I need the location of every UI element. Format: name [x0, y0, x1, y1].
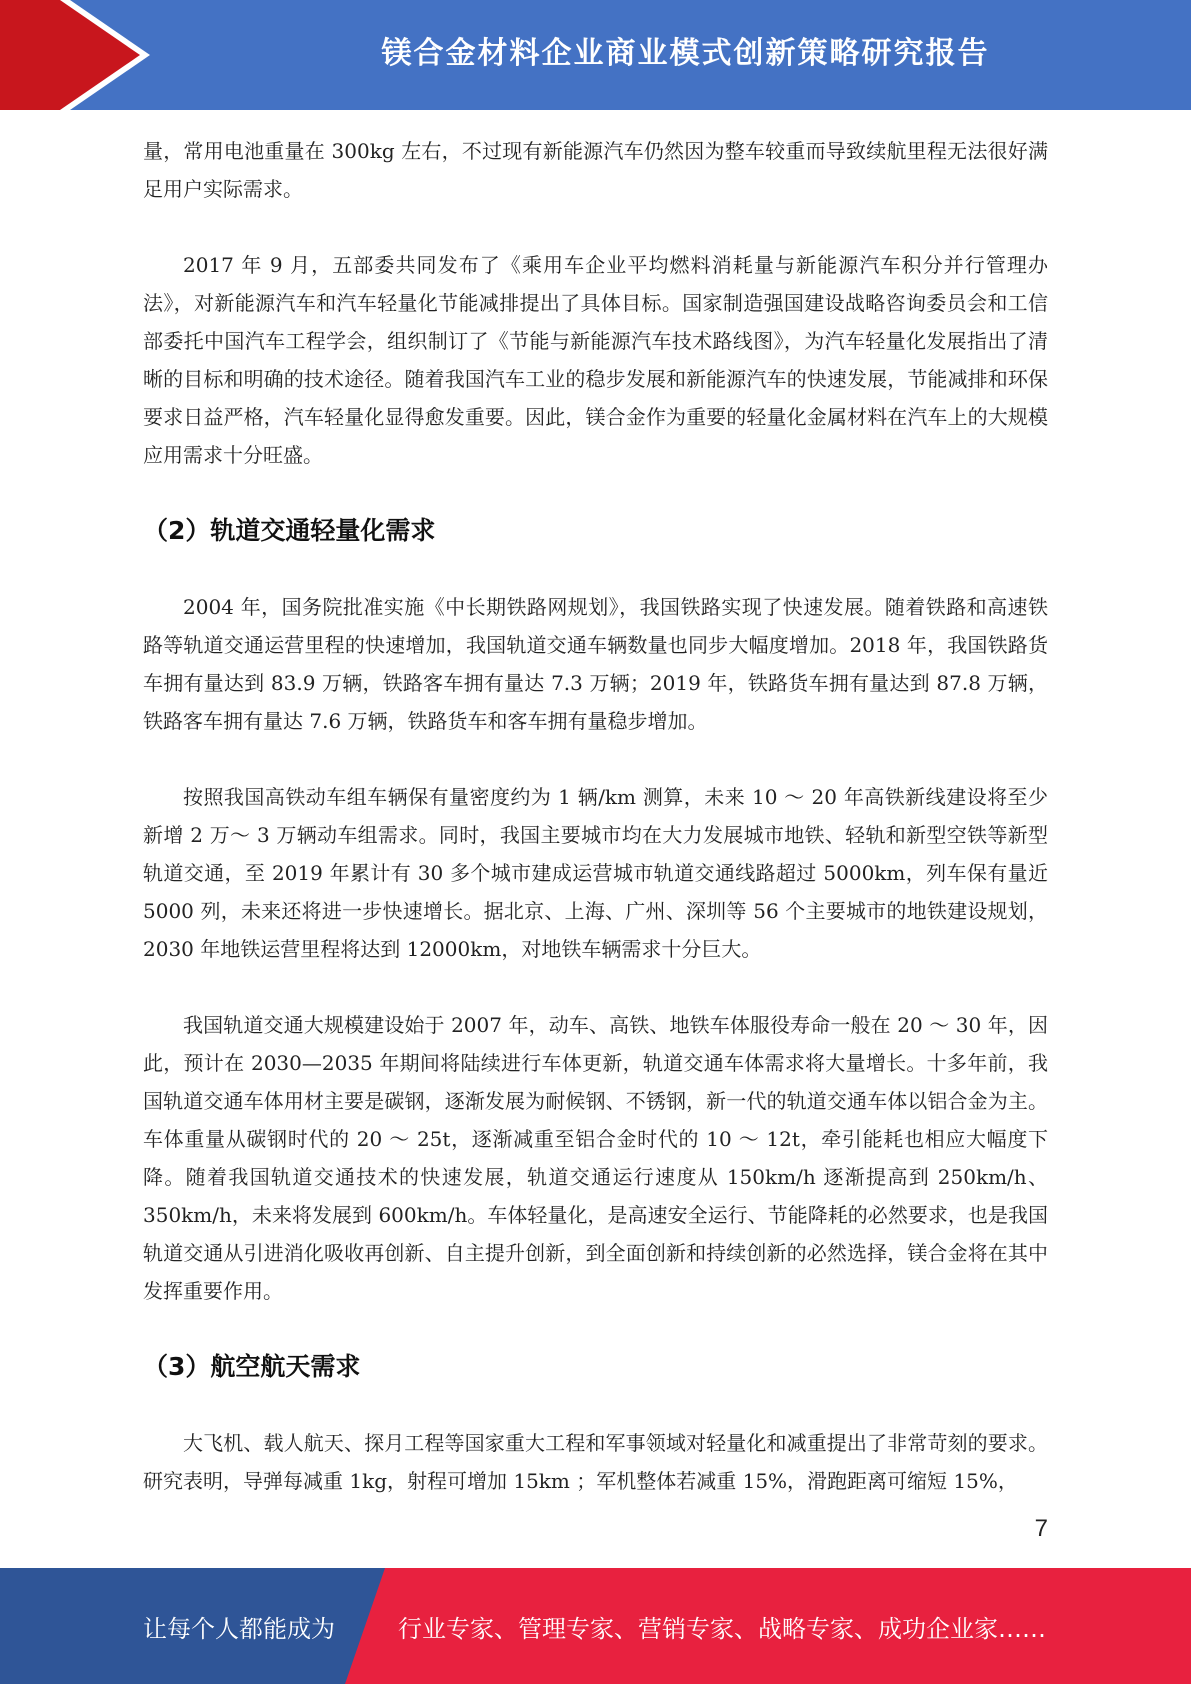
section-heading-aerospace: （3）航空航天需求: [143, 1352, 361, 1381]
page-footer: [0, 1568, 1191, 1684]
paragraph-6: 大飞机、载人航天、探月工程等国家重大工程和军事领域对轻量化和减重提出了非常苛刻的要求。研究表明，导弹每减重 1kg，射程可增加 15km ；军机整体若减重 15%，滑跑距离可缩短 15%，: [143, 1431, 1048, 1493]
page-header: [0, 0, 1191, 110]
paragraph-1: 量，常用电池重量在 300kg 左右，不过现有新能源汽车仍然因为整车较重而导致续航里程无法很好满足用户实际需求。: [143, 139, 1048, 201]
paragraph-3: 2004 年，国务院批准实施《中长期铁路网规划》，我国铁路实现了快速发展。随着铁路和高速铁路等轨道交通运营里程的快速增加，我国轨道交通车辆数量也同步大幅度增加。2018 年，我国铁路货车拥有量达到 83.9 万辆，铁路客车拥有量达 7.3 万辆；2019 年，铁路货车拥有量达到 87.8 万辆，铁路客车拥有量达 7.6 万辆，铁路货车和客车拥有量稳步增加。: [143, 595, 1048, 733]
section-heading-rail: （2）轨道交通轻量化需求: [143, 516, 436, 545]
paragraph-5: 我国轨道交通大规模建设始于 2007 年，动车、高铁、地铁车体服役寿命一般在 20 ～ 30 年，因此，预计在 2030—2035 年期间将陆续进行车体更新，轨道交通车体需求将大量增长。十多年前，我国轨道交通车体用材主要是碳钢，逐渐发展为耐候钢、不锈钢，新一代的轨道交通车体以铝合金为主。车体重量从碳钢时代的 20 ～ 25t，逐渐减重至铝合金时代的 10 ～ 12t，牵引能耗也相应大幅度下降。随着我国轨道交通技术的快速发展，轨道交通运行速度从 150km/h 逐渐提高到 250km/h、350km/h，未来将发展到 600km/h。车体轻量化，是高速安全运行、节能降耗的必然要求，也是我国轨道交通从引进消化吸收再创新、自主提升创新，到全面创新和持续创新的必然选择，镁合金将在其中发挥重要作用。: [143, 1013, 1048, 1303]
page-content: [143, 132, 1048, 1500]
paragraph-4: 按照我国高铁动车组车辆保有量密度约为 1 辆/km 测算，未来 10 ～ 20 年高铁新线建设将至少新增 2 万～ 3 万辆动车组需求。同时，我国主要城市均在大力发展城市地铁、轻轨和新型空铁等新型轨道交通，至 2019 年累计有 30 多个城市建成运营城市轨道交通线路超过 5000km，列车保有量近 5000 列，未来还将进一步快速增长。据北京、上海、广州、深圳等 56 个主要城市的地铁建设规划，2030 年地铁运营里程将达到 12000km，对地铁车辆需求十分巨大。: [143, 785, 1048, 961]
footer-slogan-left: 让每个人都能成为: [143, 1614, 335, 1643]
report-title: 镁合金材料企业商业模式创新策略研究报告: [381, 36, 990, 71]
paragraph-2: 2017 年 9 月，五部委共同发布了《乘用车企业平均燃料消耗量与新能源汽车积分并行管理办法》，对新能源汽车和汽车轻量化节能减排提出了具体目标。国家制造强国建设战略咨询委员会和工信部委托中国汽车工程学会，组织制订了《节能与新能源汽车技术路线图》，为汽车轻量化发展指出了清晰的目标和明确的技术途径。随着我国汽车工业的稳步发展和新能源汽车的快速发展，节能减排和环保要求日益严格，汽车轻量化显得愈发重要。因此，镁合金作为重要的轻量化金属材料在汽车上的大规模应用需求十分旺盛。: [143, 253, 1048, 467]
footer-slogan-right: 行业专家、管理专家、营销专家、战略专家、成功企业家……: [398, 1614, 1046, 1643]
page-number: 7: [1034, 1515, 1048, 1542]
